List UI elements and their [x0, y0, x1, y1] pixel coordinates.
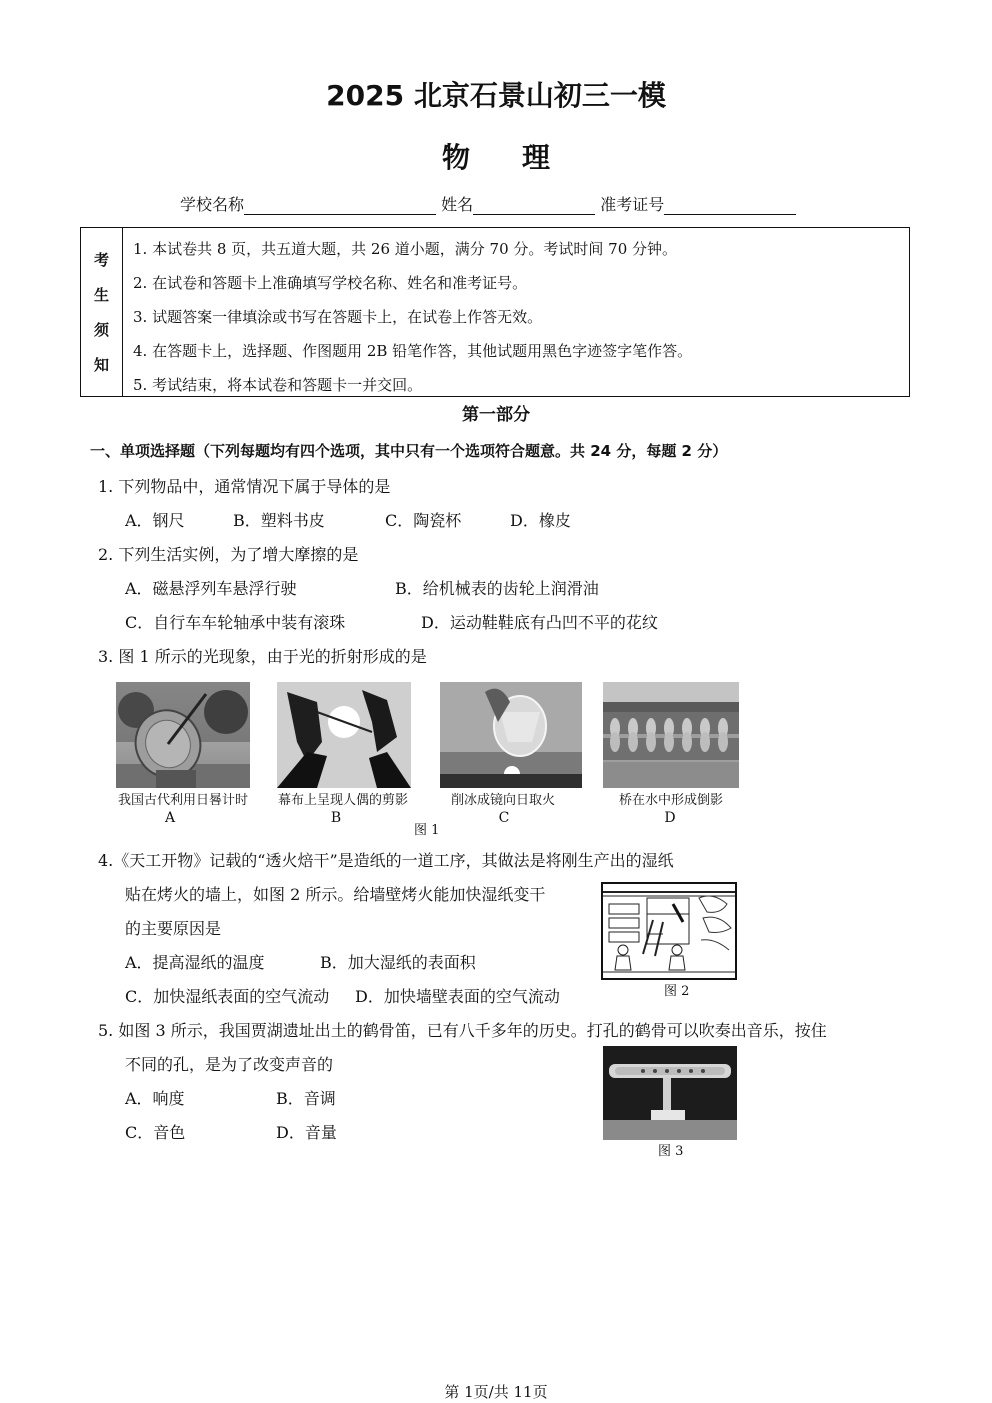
q4-option-b: B．加大湿纸的表面积	[320, 953, 476, 972]
q4-option-d: D．加快墙壁表面的空气流动	[355, 987, 560, 1006]
letter-b: B	[330, 810, 342, 826]
letter-a: A	[164, 810, 176, 826]
q5-option-d: D．音量	[276, 1123, 337, 1142]
caption-a: 我国古代利用日晷计时	[117, 793, 248, 808]
q1-option-b: B．塑料书皮	[233, 511, 325, 530]
notice-rule: 1. 本试卷共 8 页，共五道大题，共 26 道小题，满分 70 分。考试时间 70 分钟。	[133, 240, 678, 258]
part-title: 第一部分	[462, 405, 530, 425]
notice-side-char: 知	[93, 356, 109, 374]
q2-option-d: D．运动鞋鞋底有凸凹不平的花纹	[421, 613, 658, 632]
q4-option-a: A．提高湿纸的温度	[125, 953, 265, 972]
sundial-image	[116, 682, 250, 788]
notice-rule: 3. 试题答案一律填涂或书写在答题卡上，在试卷上作答无效。	[133, 308, 543, 326]
q2-option-c: C．自行车车轮轴承中装有滚珠	[125, 613, 346, 632]
question-3-stem: 3. 图 1 所示的光现象，由于光的折射形成的是	[98, 647, 427, 666]
section-title: 一、单项选择题（下列每题均有四个选项，其中只有一个选项符合题意。共 24 分，每题 2 分）	[90, 442, 728, 460]
question-5-line-1: 5. 如图 3 所示，我国贾湖遗址出土的鹤骨笛，已有八千多年的历史。打孔的鹤骨可以吹奏出音乐，按住	[98, 1021, 827, 1040]
caption-d: 桥在水中形成倒影	[618, 793, 723, 808]
subject-char: 物	[441, 141, 470, 174]
notice-side-label	[81, 228, 123, 396]
q1-option-a: A．钢尺	[125, 511, 185, 530]
q4-option-c: C．加快湿纸表面的空气流动	[125, 987, 330, 1006]
figure-1-label: 图 1	[414, 823, 440, 838]
q5-option-c: C．音色	[125, 1123, 186, 1142]
q1-option-c: C．陶瓷杯	[385, 511, 462, 530]
ice-lens-image	[440, 682, 582, 788]
letter-c: C	[498, 810, 510, 826]
exam-id-blank[interactable]	[664, 196, 796, 215]
school-name-blank[interactable]	[244, 196, 436, 215]
notice-rules	[133, 232, 903, 402]
candidate-notice-box	[80, 227, 910, 397]
question-1-stem: 1. 下列物品中，通常情况下属于导体的是	[98, 477, 391, 496]
notice-side-char: 考	[93, 251, 109, 269]
caption-c: 削冰成镜向日取火	[450, 793, 555, 808]
name-label: 姓名	[441, 195, 474, 214]
subject-title	[0, 136, 992, 176]
question-4-line-3: 的主要原因是	[125, 919, 222, 938]
shadow-puppet-image	[277, 682, 411, 788]
question-2-stem: 2. 下列生活实例，为了增大摩擦的是	[98, 545, 359, 564]
bone-flute-image	[603, 1046, 737, 1140]
question-5-line-2: 不同的孔，是为了改变声音的	[125, 1055, 334, 1074]
student-info-line	[180, 192, 796, 215]
bridge-reflection-image	[603, 682, 739, 788]
notice-rule: 4. 在答题卡上，选择题、作图题用 2B 铅笔作答，其他试题用黑色字迹签字笔作答。	[133, 342, 693, 360]
exam-id-label: 准考证号	[600, 195, 665, 214]
question-4-line-2: 贴在烤火的墙上，如图 2 所示。给墙壁烤火能加快湿纸变干	[125, 885, 546, 904]
q1-option-d: D．橡皮	[510, 511, 571, 530]
notice-side-char: 须	[93, 321, 109, 339]
notice-side-char: 生	[93, 286, 109, 304]
notice-rule: 2. 在试卷和答题卡上准确填写学校名称、姓名和准考证号。	[133, 274, 528, 292]
q2-option-a: A．磁悬浮列车悬浮行驶	[125, 579, 297, 598]
paper-drying-illustration	[601, 882, 737, 980]
figure-2-label: 图 2	[664, 984, 690, 999]
letter-d: D	[664, 810, 676, 826]
figure-3-label: 图 3	[658, 1144, 684, 1159]
notice-rule: 5. 考试结束，将本试卷和答题卡一并交回。	[133, 376, 423, 394]
q5-option-b: B．音调	[276, 1089, 336, 1108]
caption-b: 幕布上呈现人偶的剪影	[277, 793, 408, 808]
subject-char: 理	[522, 141, 551, 174]
name-blank[interactable]	[473, 196, 595, 215]
school-name-label: 学校名称	[180, 195, 245, 214]
question-4-line-1: 4.《天工开物》记载的“透火焙干”是造纸的一道工序，其做法是将刚生产出的湿纸	[98, 851, 674, 870]
page-footer: 第 1页/共 11页	[444, 1383, 548, 1401]
q2-option-b: B．给机械表的齿轮上润滑油	[395, 579, 599, 598]
page-title: 2025 北京石景山初三一模	[326, 79, 666, 112]
q5-option-a: A．响度	[125, 1089, 185, 1108]
